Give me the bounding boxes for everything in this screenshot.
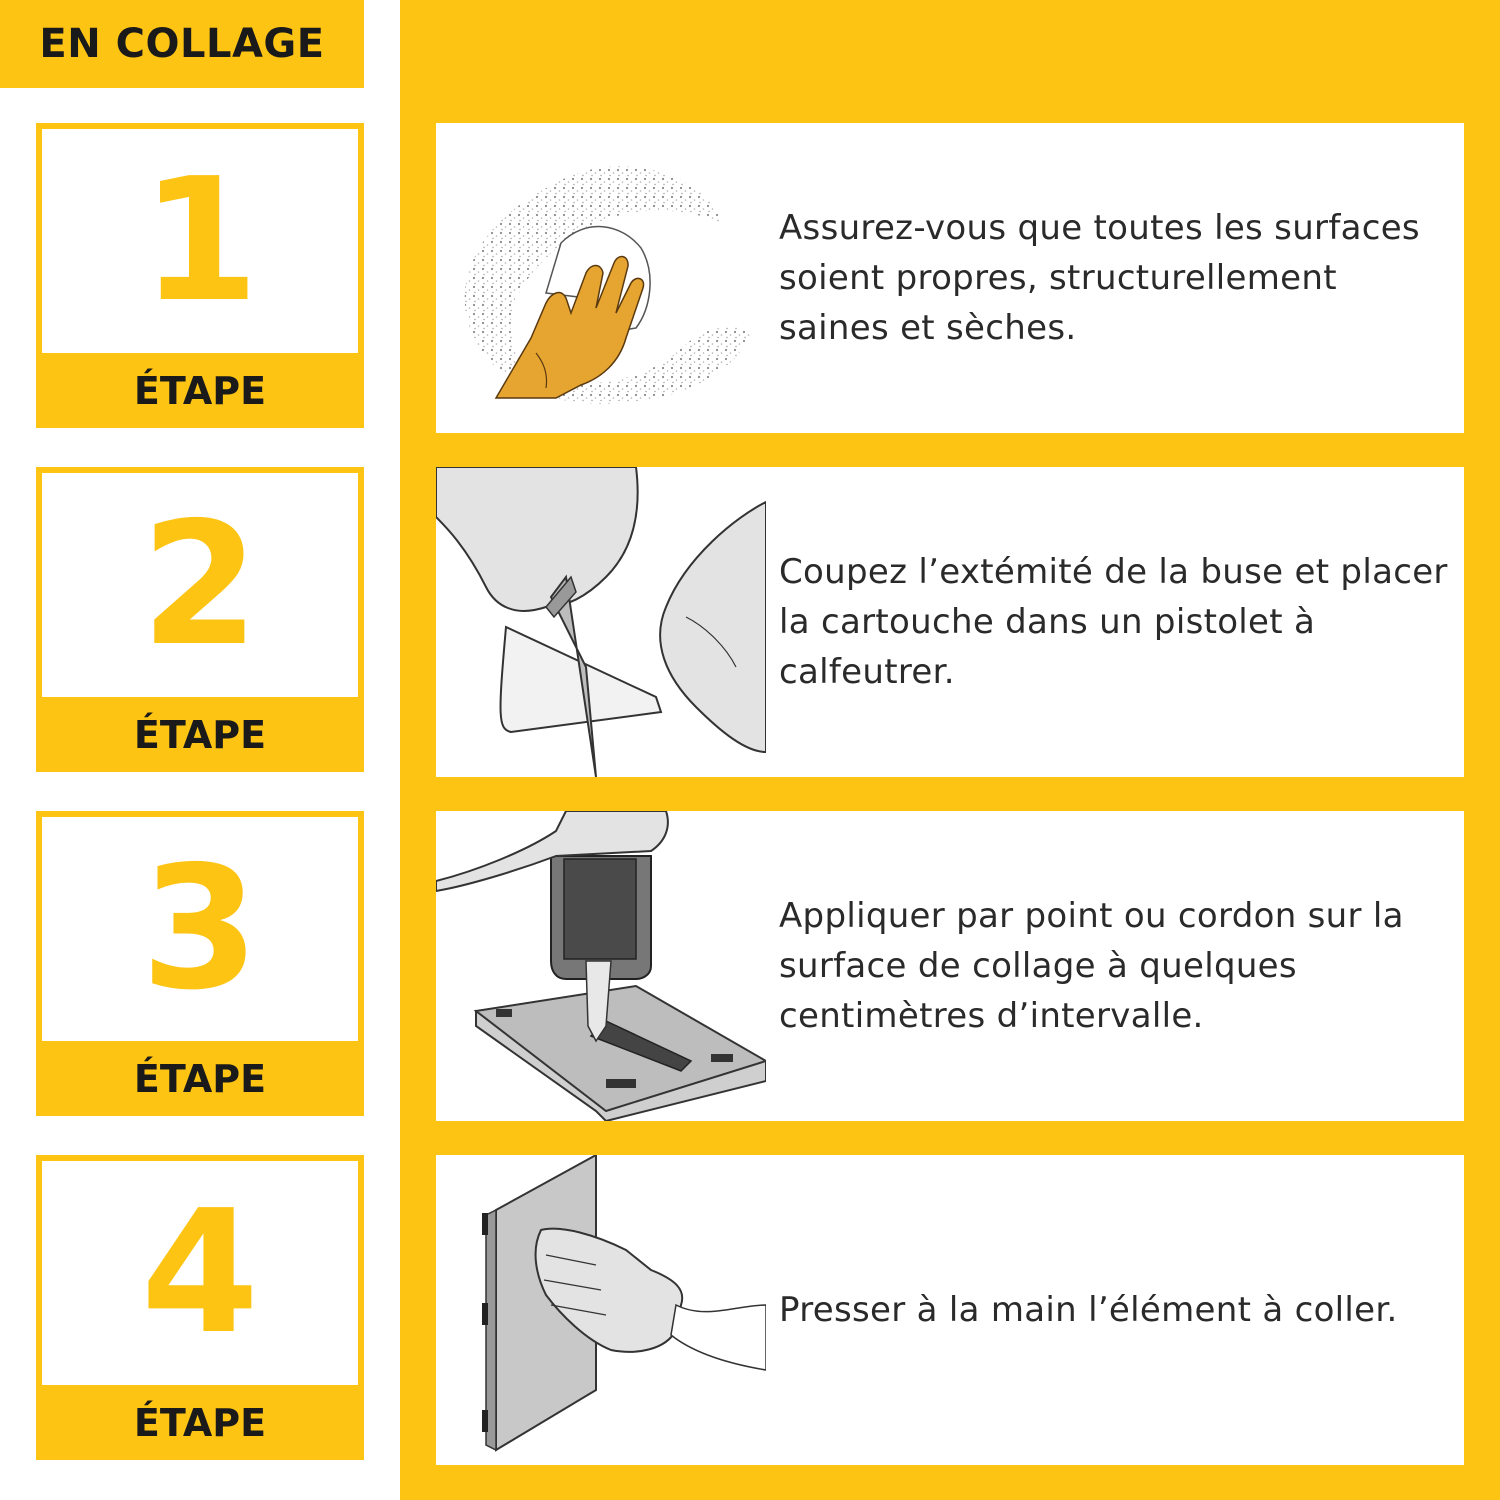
cutting-nozzle-icon <box>436 467 766 777</box>
step-card-1 <box>36 123 364 428</box>
step-card-2 <box>36 467 364 772</box>
step-number: 4 <box>140 1174 260 1372</box>
step-label-box <box>36 353 364 428</box>
step-label-box <box>36 697 364 772</box>
step-label: ÉTAPE <box>133 712 267 757</box>
step-number: 2 <box>140 486 260 684</box>
step-card-3 <box>36 811 364 1116</box>
instruction-text-box <box>779 123 1449 433</box>
page-title: EN COLLAGE <box>39 21 325 67</box>
instruction-text: Presser à la main l’élément à coller. <box>779 1290 1398 1330</box>
pressing-panel-icon <box>436 1155 766 1465</box>
instruction-panel-4 <box>436 1155 1464 1465</box>
applying-adhesive-icon <box>436 811 766 1121</box>
step-card-4 <box>36 1155 364 1460</box>
page-title-box <box>0 0 364 88</box>
step-number-box <box>42 1161 358 1385</box>
step-label: ÉTAPE <box>133 1056 267 1101</box>
step-label: ÉTAPE <box>133 1400 267 1445</box>
cleaning-hand-icon <box>436 123 766 433</box>
step-number: 3 <box>140 830 260 1028</box>
instruction-text: Assurez-vous que toutes les surfaces soient propres, structurellement saines et sèches. <box>779 208 1420 348</box>
step-label-box <box>36 1385 364 1460</box>
instruction-panel-3 <box>436 811 1464 1121</box>
step-number-box <box>42 817 358 1041</box>
instruction-text-box <box>779 1155 1449 1465</box>
step-number-box <box>42 473 358 697</box>
instruction-text: Coupez l’extémité de la buse et placer la cartouche dans un pistolet à calfeutrer. <box>779 552 1448 692</box>
instruction-text-box <box>779 467 1449 777</box>
step-number-box <box>42 129 358 353</box>
step-label: ÉTAPE <box>133 368 267 413</box>
instruction-text: Appliquer par point ou cordon sur la surface de collage à quelques centimètres d’intervalle. <box>779 896 1404 1036</box>
instruction-panel-1 <box>436 123 1464 433</box>
instruction-text-box <box>779 811 1449 1121</box>
step-label-box <box>36 1041 364 1116</box>
step-number: 1 <box>140 142 260 340</box>
instruction-panel-2 <box>436 467 1464 777</box>
